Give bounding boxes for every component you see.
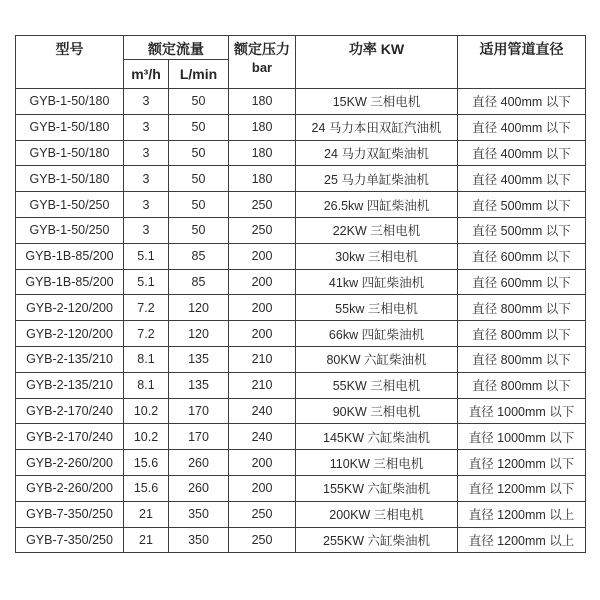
cell-flow-lmin: 50 <box>169 217 229 243</box>
cell-pipe: 直径 800mm 以下 <box>458 321 586 347</box>
cell-model: GYB-1-50/180 <box>16 114 124 140</box>
cell-pipe: 直径 800mm 以下 <box>458 346 586 372</box>
cell-pipe: 直径 500mm 以下 <box>458 217 586 243</box>
cell-power: 145KW 六缸柴油机 <box>296 424 458 450</box>
cell-pipe: 直径 1200mm 以下 <box>458 450 586 476</box>
header-model: 型号 <box>16 36 124 89</box>
cell-flow-lmin: 50 <box>169 114 229 140</box>
cell-pressure: 200 <box>229 321 296 347</box>
cell-pressure: 250 <box>229 217 296 243</box>
cell-flow-m3h: 15.6 <box>124 475 169 501</box>
cell-pipe: 直径 400mm 以下 <box>458 166 586 192</box>
cell-flow-lmin: 120 <box>169 295 229 321</box>
table-row <box>16 89 586 115</box>
header-pipe-diameter: 适用管道直径 <box>458 36 586 89</box>
table-row <box>16 114 586 140</box>
cell-power: 255KW 六缸柴油机 <box>296 527 458 553</box>
cell-pressure: 200 <box>229 243 296 269</box>
cell-model: GYB-2-120/200 <box>16 321 124 347</box>
cell-model: GYB-2-260/200 <box>16 475 124 501</box>
cell-model: GYB-1B-85/200 <box>16 269 124 295</box>
table-row <box>16 243 586 269</box>
cell-flow-lmin: 85 <box>169 243 229 269</box>
cell-power: 30kw 三相电机 <box>296 243 458 269</box>
cell-flow-lmin: 50 <box>169 192 229 218</box>
cell-pipe: 直径 1200mm 以上 <box>458 527 586 553</box>
cell-model: GYB-1-50/180 <box>16 140 124 166</box>
cell-pipe: 直径 1200mm 以下 <box>458 475 586 501</box>
header-flow-m3h: m³/h <box>124 60 169 89</box>
cell-power: 26.5kw 四缸柴油机 <box>296 192 458 218</box>
cell-pipe: 直径 1200mm 以上 <box>458 501 586 527</box>
cell-pressure: 210 <box>229 346 296 372</box>
header-flow-lmin: L/min <box>169 60 229 89</box>
table-row <box>16 321 586 347</box>
table-body <box>16 89 586 553</box>
cell-pressure: 180 <box>229 166 296 192</box>
cell-power: 110KW 三相电机 <box>296 450 458 476</box>
cell-power: 41kw 四缸柴油机 <box>296 269 458 295</box>
cell-model: GYB-2-170/240 <box>16 424 124 450</box>
cell-pipe: 直径 400mm 以下 <box>458 114 586 140</box>
table-row <box>16 372 586 398</box>
cell-flow-lmin: 260 <box>169 475 229 501</box>
cell-pressure: 200 <box>229 295 296 321</box>
cell-flow-lmin: 50 <box>169 166 229 192</box>
cell-flow-m3h: 3 <box>124 89 169 115</box>
cell-model: GYB-2-170/240 <box>16 398 124 424</box>
cell-flow-m3h: 3 <box>124 114 169 140</box>
table-row <box>16 346 586 372</box>
cell-model: GYB-1-50/250 <box>16 192 124 218</box>
table-row <box>16 424 586 450</box>
cell-flow-lmin: 50 <box>169 89 229 115</box>
header-rated-pressure <box>229 36 296 89</box>
pump-spec-table <box>15 35 586 553</box>
cell-model: GYB-1-50/180 <box>16 166 124 192</box>
cell-pressure: 250 <box>229 501 296 527</box>
cell-flow-lmin: 85 <box>169 269 229 295</box>
cell-pressure: 200 <box>229 475 296 501</box>
table-row <box>16 269 586 295</box>
cell-model: GYB-2-260/200 <box>16 450 124 476</box>
cell-flow-m3h: 7.2 <box>124 321 169 347</box>
cell-flow-m3h: 10.2 <box>124 398 169 424</box>
cell-pressure: 240 <box>229 424 296 450</box>
cell-pipe: 直径 600mm 以下 <box>458 243 586 269</box>
cell-model: GYB-7-350/250 <box>16 501 124 527</box>
cell-pressure: 240 <box>229 398 296 424</box>
cell-pressure: 200 <box>229 269 296 295</box>
header-rated-pressure-label: 额定压力 <box>234 41 290 57</box>
cell-flow-m3h: 21 <box>124 527 169 553</box>
cell-flow-m3h: 3 <box>124 192 169 218</box>
cell-pressure: 180 <box>229 89 296 115</box>
cell-flow-m3h: 3 <box>124 217 169 243</box>
cell-power: 66kw 四缸柴油机 <box>296 321 458 347</box>
cell-flow-m3h: 8.1 <box>124 372 169 398</box>
table-row <box>16 501 586 527</box>
cell-flow-lmin: 135 <box>169 372 229 398</box>
cell-flow-lmin: 350 <box>169 501 229 527</box>
cell-power: 24 马力本田双缸汽油机 <box>296 114 458 140</box>
cell-flow-m3h: 21 <box>124 501 169 527</box>
cell-pressure: 250 <box>229 527 296 553</box>
table-header <box>16 36 586 89</box>
header-pressure-unit: bar <box>251 60 273 75</box>
cell-flow-lmin: 170 <box>169 424 229 450</box>
cell-model: GYB-2-135/210 <box>16 346 124 372</box>
cell-power: 55KW 三相电机 <box>296 372 458 398</box>
cell-model: GYB-1-50/250 <box>16 217 124 243</box>
cell-flow-m3h: 3 <box>124 166 169 192</box>
cell-model: GYB-7-350/250 <box>16 527 124 553</box>
cell-pressure: 250 <box>229 192 296 218</box>
cell-flow-m3h: 8.1 <box>124 346 169 372</box>
table-row <box>16 217 586 243</box>
cell-power: 200KW 三相电机 <box>296 501 458 527</box>
table-row <box>16 192 586 218</box>
cell-power: 25 马力单缸柴油机 <box>296 166 458 192</box>
cell-flow-lmin: 260 <box>169 450 229 476</box>
table-row <box>16 295 586 321</box>
cell-flow-m3h: 3 <box>124 140 169 166</box>
cell-model: GYB-2-120/200 <box>16 295 124 321</box>
cell-model: GYB-1-50/180 <box>16 89 124 115</box>
cell-power: 155KW 六缸柴油机 <box>296 475 458 501</box>
cell-power: 80KW 六缸柴油机 <box>296 346 458 372</box>
cell-flow-m3h: 7.2 <box>124 295 169 321</box>
cell-pipe: 直径 1000mm 以下 <box>458 398 586 424</box>
cell-flow-lmin: 135 <box>169 346 229 372</box>
header-rated-flow: 额定流量 <box>124 36 229 60</box>
cell-pressure: 180 <box>229 114 296 140</box>
table-row <box>16 140 586 166</box>
cell-flow-lmin: 50 <box>169 140 229 166</box>
cell-power: 15KW 三相电机 <box>296 89 458 115</box>
table-row <box>16 450 586 476</box>
cell-pipe: 直径 1000mm 以下 <box>458 424 586 450</box>
cell-power: 90KW 三相电机 <box>296 398 458 424</box>
cell-flow-lmin: 120 <box>169 321 229 347</box>
cell-flow-lmin: 170 <box>169 398 229 424</box>
cell-pipe: 直径 800mm 以下 <box>458 295 586 321</box>
cell-flow-m3h: 5.1 <box>124 269 169 295</box>
cell-pressure: 200 <box>229 450 296 476</box>
cell-power: 24 马力双缸柴油机 <box>296 140 458 166</box>
table-row <box>16 398 586 424</box>
table-row <box>16 475 586 501</box>
cell-pipe: 直径 400mm 以下 <box>458 140 586 166</box>
cell-model: GYB-2-135/210 <box>16 372 124 398</box>
cell-model: GYB-1B-85/200 <box>16 243 124 269</box>
cell-power: 55kw 三相电机 <box>296 295 458 321</box>
cell-pressure: 210 <box>229 372 296 398</box>
cell-pipe: 直径 400mm 以下 <box>458 89 586 115</box>
table-row <box>16 527 586 553</box>
cell-power: 22KW 三相电机 <box>296 217 458 243</box>
cell-flow-m3h: 5.1 <box>124 243 169 269</box>
cell-pipe: 直径 500mm 以下 <box>458 192 586 218</box>
cell-flow-lmin: 350 <box>169 527 229 553</box>
cell-flow-m3h: 15.6 <box>124 450 169 476</box>
table-row <box>16 166 586 192</box>
header-power: 功率 KW <box>296 36 458 89</box>
cell-pipe: 直径 800mm 以下 <box>458 372 586 398</box>
cell-flow-m3h: 10.2 <box>124 424 169 450</box>
cell-pressure: 180 <box>229 140 296 166</box>
cell-pipe: 直径 600mm 以下 <box>458 269 586 295</box>
